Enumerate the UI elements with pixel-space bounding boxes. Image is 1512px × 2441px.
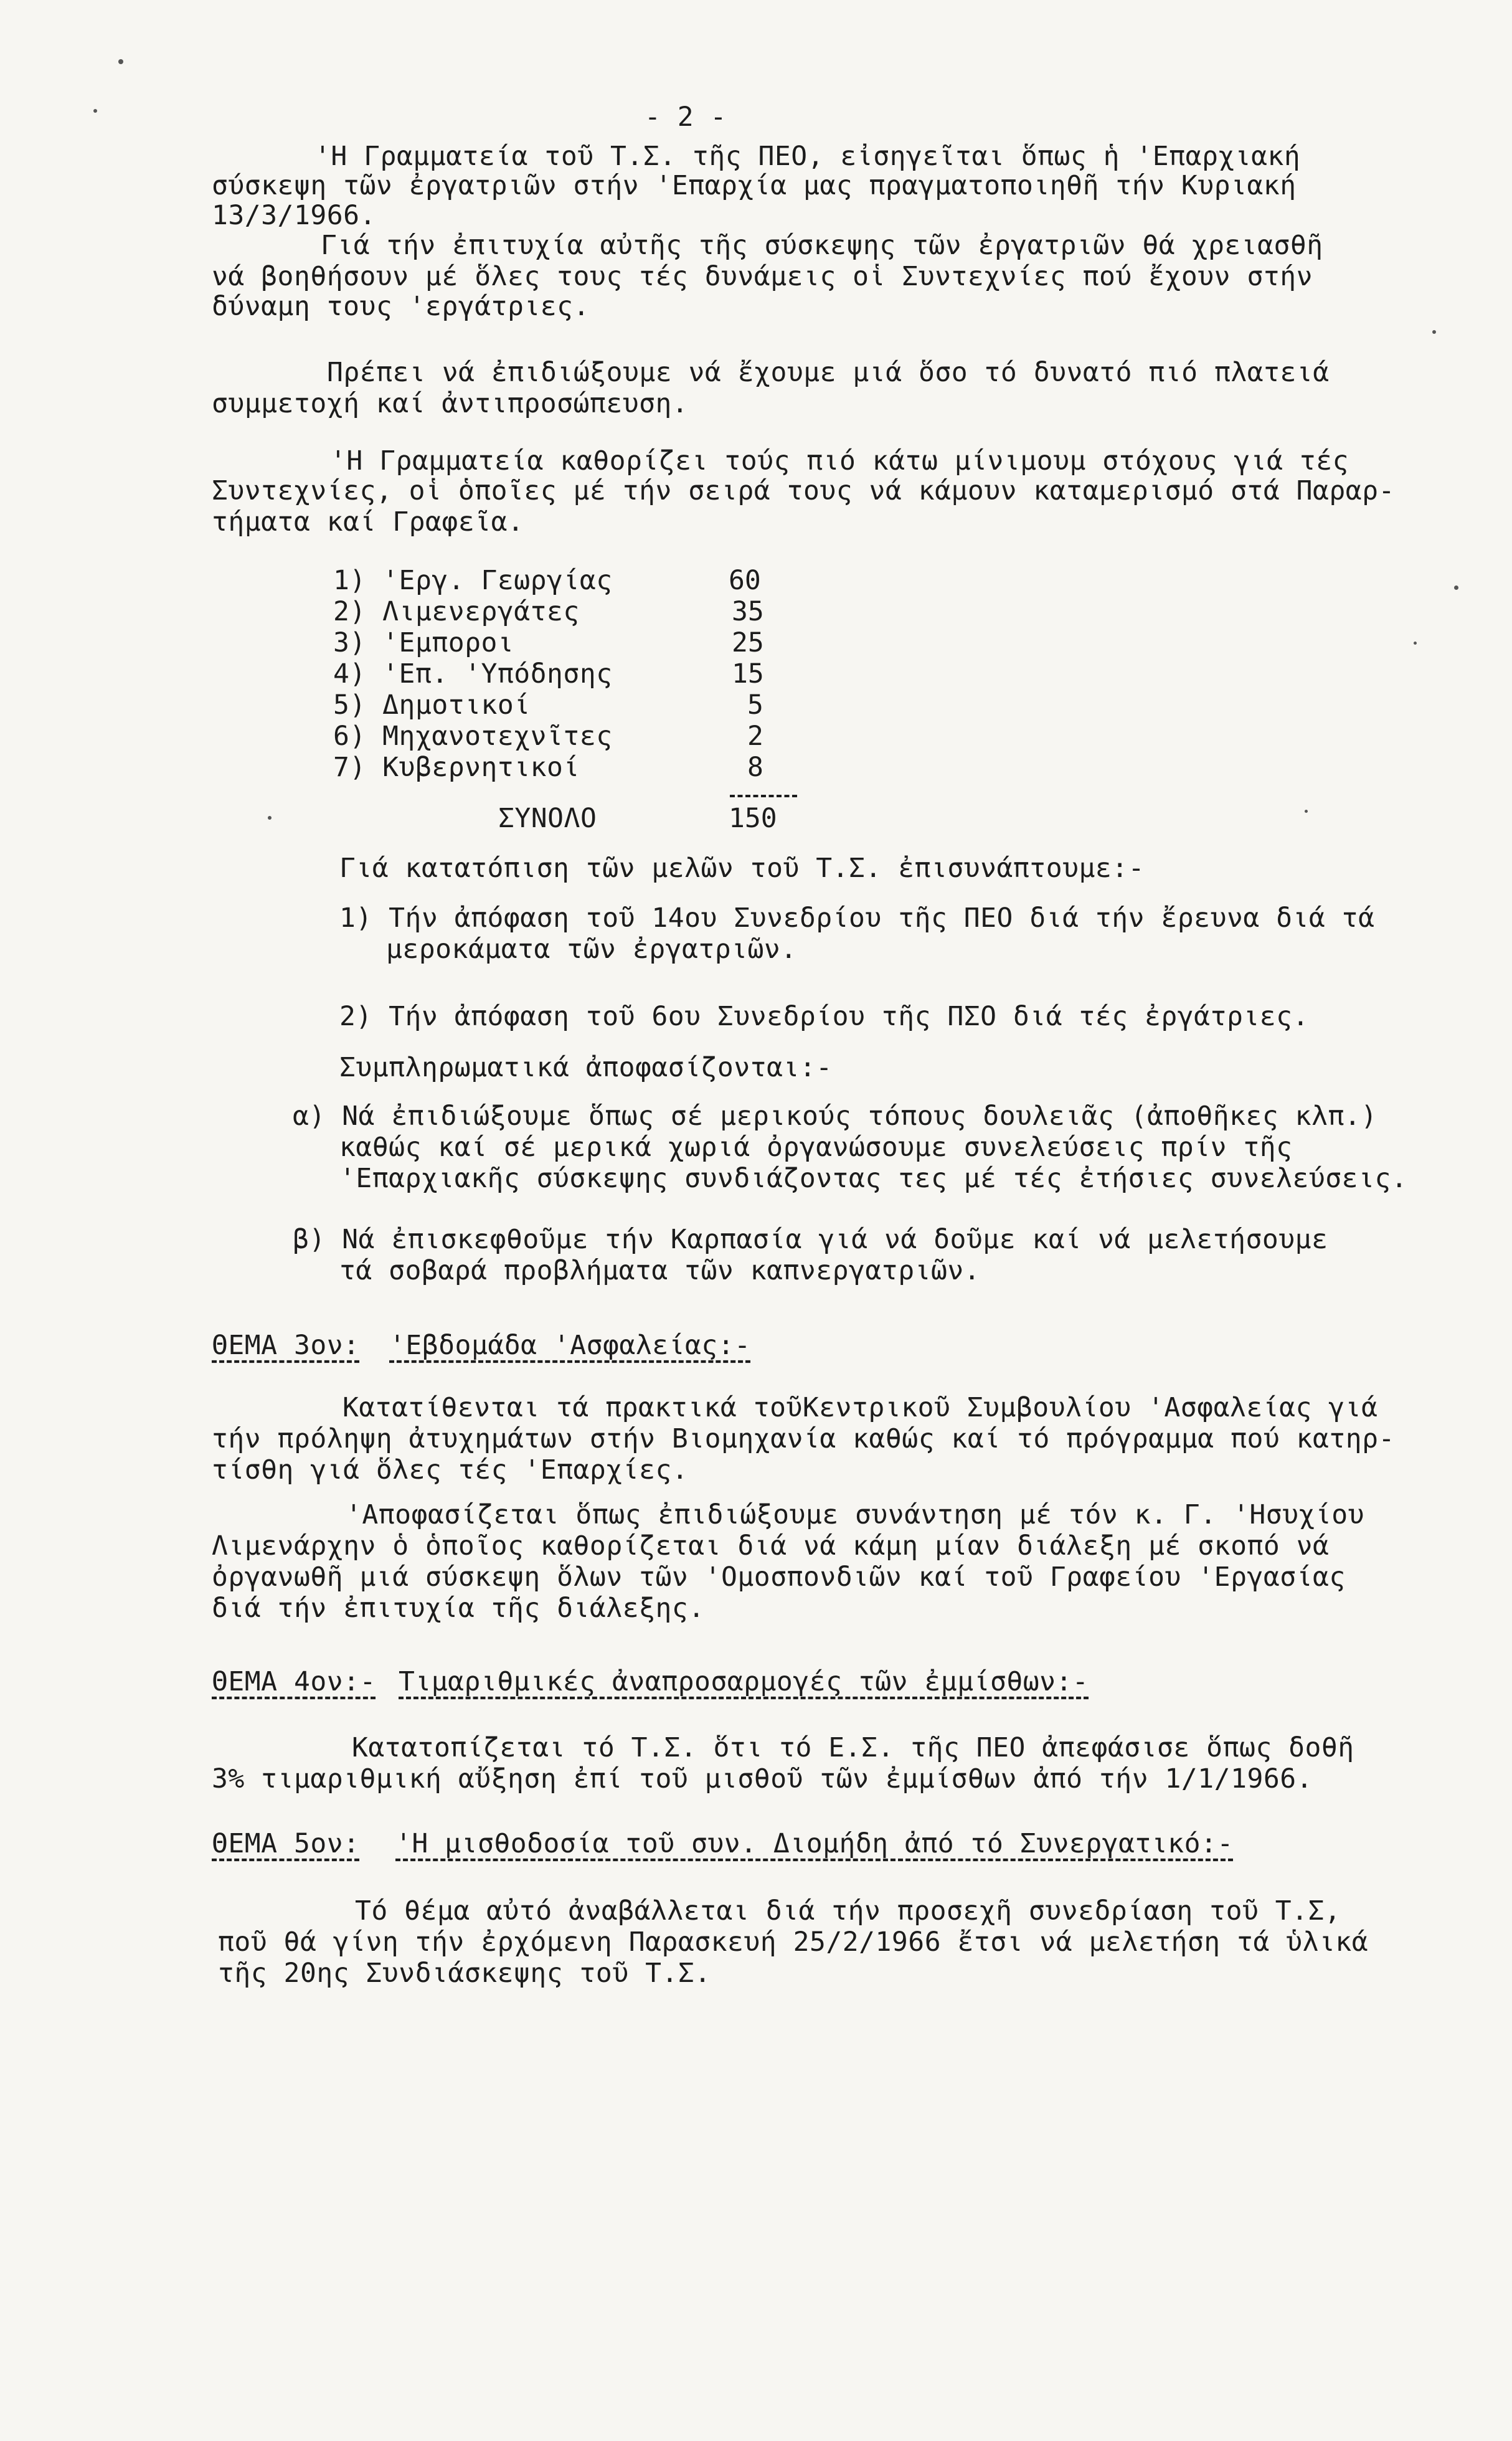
paragraph-4-line-1: 'Η Γραμματεία καθορίζει τούς πιό κάτω μίνιμουμ στόχους γιά τές [330, 445, 1349, 476]
theme-3-label: ΘΕΜΑ 3ον: [212, 1330, 360, 1361]
attachments-intro: Γιά κατατόπιση τῶν μελῶν τοῦ Τ.Σ. ἐπισυνάπτουμε:- [339, 853, 1145, 884]
paragraph-2-line-2: νά βοηθήσουν μέ ὅλες τους τές δυνάμεις οἱ Συντεχνίες πού ἔχουν στήν [212, 261, 1313, 292]
target-item-value: 5 [747, 690, 763, 721]
scan-speck [1305, 810, 1308, 813]
theme-4-label: ΘΕΜΑ 4ον:- [212, 1666, 376, 1697]
target-item-label: 1) 'Εργ. Γεωργίας [333, 565, 613, 596]
theme-3-paragraph-1-line-2: τήν πρόληψη ἀτυχημάτων στήν Βιομηχανία καθώς καί τό πρόγραμμα πού κατηρ- [212, 1423, 1395, 1454]
theme-5-paragraph-line-3: τῆς 20ης Συνδιάσκεψης τοῦ Τ.Σ. [218, 1958, 711, 1989]
target-item-value: 25 [732, 627, 764, 658]
target-item-label: 3) 'Εμποροι [333, 627, 514, 658]
target-item-value: 15 [732, 658, 764, 690]
scan-speck [1432, 330, 1436, 334]
targets-total-value: 150 [729, 803, 777, 834]
target-item-label: 2) Λιμενεργάτες [333, 596, 580, 627]
item-a-line-3: 'Επαρχιακῆς σύσκεψης συνδιάζοντας τες μέ τές ἐτήσιες συνελεύσεις. [339, 1163, 1408, 1194]
theme-5-paragraph-line-2: ποῦ θά γίνη τήν ἐρχόμενη Παρασκευή 25/2/1966 ἔτσι νά μελετήση τά ὑλικά [218, 1927, 1369, 1958]
paragraph-3-line-2: συμμετοχή καί ἀντιπροσώπευση. [212, 388, 689, 419]
theme-5-label: ΘΕΜΑ 5ον: [212, 1828, 360, 1859]
theme-5-title: 'Η μισθοδοσία τοῦ συν. Διομήδη ἀπό τό Συνεργατικό:- [395, 1828, 1234, 1859]
attachment-1-line-2: μεροκάματα τῶν ἐργατριῶν. [386, 934, 797, 965]
theme-3-title: 'Εβδομάδα 'Ασφαλείας:- [389, 1330, 751, 1361]
paragraph-2-line-3: δύναμη τους 'εργάτριες. [212, 291, 590, 322]
scan-speck [268, 816, 272, 820]
item-b-line-1: β) Νά ἐπισκεφθοῦμε τήν Καρπασία γιά νά δοῦμε καί νά μελετήσουμε [293, 1224, 1328, 1255]
theme-3-paragraph-2-line-1: 'Αποφασίζεται ὅπως ἐπιδιώξουμε συνάντηση μέ τόν κ. Γ. 'Ησυχίου [346, 1499, 1365, 1530]
scan-speck [1454, 585, 1458, 590]
item-a-line-2: καθώς καί σέ μερικά χωριά ὀργανώσουμε συνελεύσεις πρίν τῆς [339, 1132, 1293, 1163]
paragraph-1-line-1: 'Η Γραμματεία τοῦ Τ.Σ. τῆς ΠΕΟ, εἰσηγεῖται ὅπως ἡ 'Επαρχιακή [314, 141, 1301, 172]
theme-5-paragraph-line-1: Τό θέμα αὐτό ἀναβάλλεται διά τήν προσεχῆ συνεδρίαση τοῦ Τ.Σ, [355, 1895, 1341, 1927]
target-item-value: 8 [747, 752, 763, 783]
attachment-1-line-1: 1) Τήν ἀπόφαση τοῦ 14ου Συνεδρίου τῆς ΠΕΟ διά τήν ἔρευνα διά τά [339, 903, 1375, 934]
targets-total-label: ΣΥΝΟΛΟ [498, 803, 597, 834]
page-number: - 2 - [645, 102, 727, 133]
paragraph-1-line-2: σύσκεψη τῶν ἐργατριῶν στήν 'Επαρχία μας πραγματοποιηθῆ τήν Κυριακή [212, 170, 1297, 201]
target-item-label: 5) Δημοτικοί [333, 690, 531, 721]
scan-speck [93, 109, 97, 113]
scan-speck [1414, 642, 1417, 645]
supplementary-heading: Συμπληρωματικά ἀποφασίζονται:- [339, 1052, 833, 1083]
theme-3-paragraph-1-line-3: τίσθη γιά ὅλες τές 'Επαρχίες. [212, 1454, 689, 1486]
theme-4-paragraph-line-1: Κατατοπίζεται τό Τ.Σ. ὅτι τό Ε.Σ. τῆς ΠΕΟ ἀπεφάσισε ὅπως δοθῆ [352, 1732, 1354, 1763]
target-item-value: 35 [732, 596, 764, 627]
theme-3-paragraph-2-line-2: Λιμενάρχην ὁ ὁποῖος καθορίζεται διά νά κάμη μίαν διάλεξη μέ σκοπό νά [212, 1530, 1330, 1562]
theme-3-paragraph-1-line-1: Κατατίθενται τά πρακτικά τοῦΚεντρικοῦ Συμβουλίου 'Ασφαλείας γιά [343, 1392, 1378, 1423]
theme-3-paragraph-2-line-4: διά τήν ἐπιτυχία τῆς διάλεξης. [212, 1593, 705, 1624]
targets-sum-rule [730, 795, 797, 797]
attachment-2: 2) Τήν ἀπόφαση τοῦ 6ου Συνεδρίου τῆς ΠΣΟ διά τές ἐργάτριες. [339, 1001, 1309, 1032]
paragraph-4-line-3: τήματα καί Γραφεῖα. [212, 506, 524, 538]
theme-3-paragraph-2-line-3: ὀργανωθῆ μιά σύσκεψη ὅλων τῶν 'Ομοσπονδιῶν καί τοῦ Γραφείου 'Εργασίας [212, 1562, 1346, 1593]
scan-speck [118, 59, 123, 64]
target-item-label: 4) 'Επ. 'Υπόδησης [333, 658, 613, 690]
target-item-label: 7) Κυβερνητικοί [333, 752, 580, 783]
theme-4-title: Τιμαριθμικές ἀναπροσαρμογές τῶν ἐμμίσθων:- [399, 1666, 1089, 1697]
item-b-line-2: τά σοβαρά προβλήματα τῶν καπνεργατριῶν. [339, 1255, 981, 1286]
target-item-value: 60 [729, 565, 761, 596]
theme-4-paragraph-line-2: 3% τιμαριθμική αὔξηση ἐπί τοῦ μισθοῦ τῶν ἐμμίσθων ἀπό τήν 1/1/1966. [212, 1763, 1313, 1794]
target-item-value: 2 [747, 721, 763, 752]
paragraph-3-line-1: Πρέπει νά ἐπιδιώξουμε νά ἔχουμε μιά ὅσο τό δυνατό πιό πλατειά [327, 357, 1330, 388]
target-item-label: 6) Μηχανοτεχνῖτες [333, 721, 613, 752]
item-a-line-1: α) Νά ἐπιδιώξουμε ὅπως σέ μερικούς τόπους δουλειᾶς (ἀποθῆκες κλπ.) [293, 1101, 1377, 1132]
paragraph-4-line-2: Συντεχνίες, οἱ ὁποῖες μέ τήν σειρά τους νά κάμουν καταμερισμό στά Παραρ- [212, 475, 1395, 506]
paragraph-1-line-3: 13/3/1966. [212, 200, 376, 231]
paragraph-2-line-1: Γιά τήν ἐπιτυχία αὐτῆς τῆς σύσκεψης τῶν ἐργατριῶν θά χρειασθῆ [321, 230, 1323, 261]
